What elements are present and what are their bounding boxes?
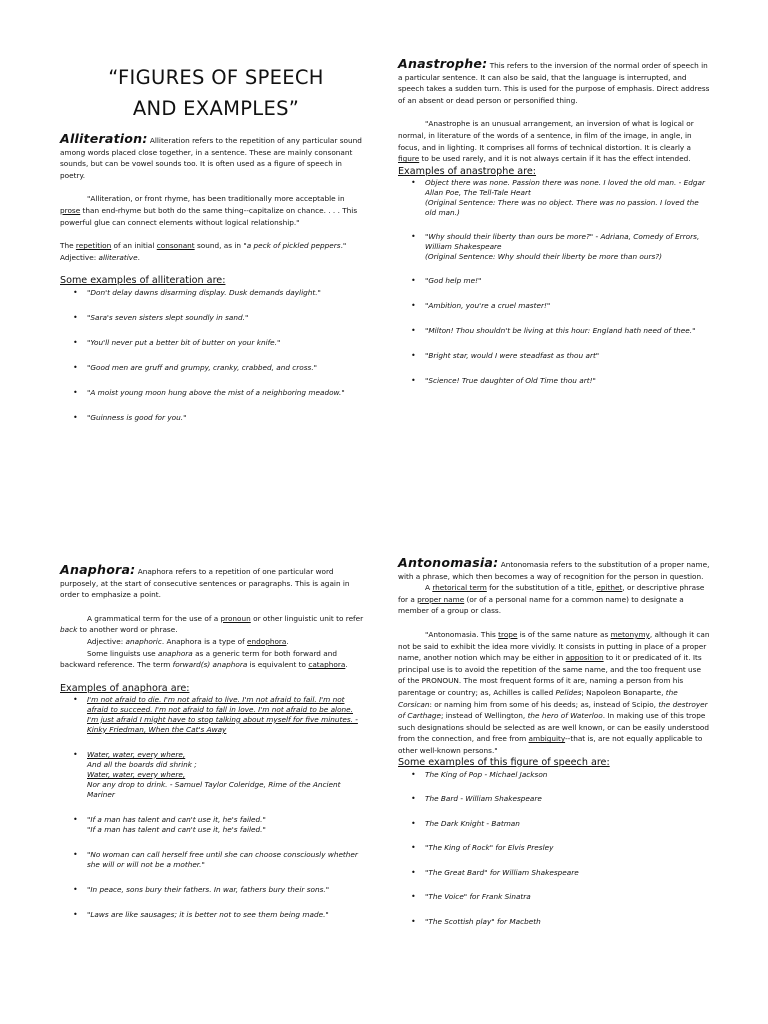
link-figure[interactable]: figure: [398, 154, 420, 164]
anaphora-section: [60, 564, 365, 935]
list-item: • "Ambition, you're a cruel master!": [398, 301, 710, 311]
anaphora-grammar: A grammatical term for the use of a pronoun or other linguistic unit to refer back to another word or phrase.: [60, 613, 364, 635]
list-item: • "The King of Rock" for Elvis Presley: [398, 843, 710, 853]
antonomasia-rhetorical-term: A rhetorical term for the substitution of a title, epithet, or descriptive phrase for a proper name (or of a personal name for a common name) to designate a member of a group or class.: [398, 583, 705, 616]
list-item: • "No woman can call herself free until she can choose consciously whether she will or will not be a mother.": [60, 850, 365, 870]
anastrophe-examples-list: [398, 178, 710, 386]
antonomasia-term: Antonomasia:: [398, 555, 499, 570]
antonomasia-definition: Antonomasia: Antonomasia refers to the substitution of a proper name, with a phrase, which then becomes a way of recognition for the person in question.: [398, 555, 710, 581]
title-block: [66, 62, 366, 124]
list-item: • "The Great Bard" for William Shakespeare: [398, 868, 710, 878]
list-item: • Object there was none. Passion there was none. I loved the old man. - Edgar Allan Poe, The Tell-Tale Heart (Original Sentence: There was no object. There was no passion. I loved the old man.): [398, 178, 710, 218]
list-item: • "A moist young moon hung above the mist of a neighboring meadow.": [60, 388, 363, 398]
page-title-line-2: AND EXAMPLES”: [132, 97, 300, 120]
list-item: • The Bard - William Shakespeare: [398, 794, 710, 804]
list-item: • "You'll never put a better bit of butter on your knife.": [60, 338, 363, 348]
link-proper-name[interactable]: proper name: [417, 594, 465, 604]
list-item: • "Milton! Thou shouldn't be living at this hour: England hath need of thee.": [398, 326, 710, 336]
alliteration-section: [60, 133, 363, 438]
link-prose[interactable]: prose: [60, 205, 81, 215]
link-trope[interactable]: trope: [498, 629, 518, 639]
list-item: • "The Voice" for Frank Sinatra: [398, 892, 710, 902]
list-item: • "Guinness is good for you.": [60, 413, 363, 423]
alliteration-repetition-definition: The repetition of an initial consonant sound, as in "a peck of pickled peppers.": [60, 241, 347, 251]
anaphora-examples-list: [60, 695, 365, 920]
alliteration-definition: Alliteration: Alliteration refers to the repetition of any particular sound among words placed close together, in a sentence. These are mainly consonant sounds, but can be vowel sounds too. It is often used as a figure of speech in poetry.: [60, 131, 362, 180]
list-item: • "If a man has talent and can't use it, he's failed." "If a man has talent and can't use it, he's failed.": [60, 815, 365, 835]
anastrophe-definition: Anastrophe: This refers to the inversion of the normal order of speech in a particular sentence. It can also be said, that the language is interrupted, and speech takes a sudden turn. This is used for the purpose of emphasis. Direct address of an absent or dead person or personified thing.: [398, 56, 710, 105]
list-item: • The Dark Knight - Batman: [398, 819, 710, 829]
list-item: • "Good men are gruff and grumpy, cranky, crabbed, and cross.": [60, 363, 363, 373]
link-consonant[interactable]: consonant: [156, 241, 195, 251]
antonomasia-examples-heading: Some examples of this figure of speech are:: [398, 756, 610, 768]
antonomasia-section: [398, 557, 710, 941]
page-title-line-1: “FIGURES OF SPEECH: [108, 66, 324, 89]
alliteration-examples-list: [60, 288, 363, 423]
anaphora-term: Anaphora:: [60, 562, 136, 577]
anastrophe-quote: "Anastrophe is an unusual arrangement, an inversion of what is logical or normal, in literature of the words of a sentence, in film of the image, in angle, in focus, and in lighting. It comprises all forms of technical distortion. It is clearly a figure to be used rarely, and it is not always certain if it has the effect intended.: [398, 119, 694, 164]
list-item: • "Don't delay dawns disarming display. Dusk demands daylight.": [60, 288, 363, 298]
link-pronoun[interactable]: pronoun: [220, 613, 251, 623]
alliteration-quote: "Alliteration, or front rhyme, has been traditionally more acceptable in prose than end-rhyme but both do the same thing--capitalize on chance. . . . This powerful glue can connect elements without logical relationship.": [60, 194, 358, 227]
anastrophe-term: Anastrophe:: [398, 56, 488, 71]
link-rhetorical-term[interactable]: rhetorical term: [432, 583, 487, 593]
list-item: • "Science! True daughter of Old Time thou art!": [398, 376, 710, 386]
list-item: • "Bright star, would I were steadfast as thou art": [398, 351, 710, 361]
link-epithet[interactable]: epithet: [596, 583, 623, 593]
anastrophe-examples-heading: Examples of anastrophe are:: [398, 165, 537, 177]
link-endophora[interactable]: endophora: [246, 636, 287, 646]
list-item: • "Laws are like sausages; it is better not to see them being made.": [60, 910, 365, 920]
list-item: • The King of Pop - Michael Jackson: [398, 770, 710, 780]
antonomasia-examples-list: [398, 770, 710, 927]
link-metonymy[interactable]: metonymy: [610, 629, 650, 639]
link-repetition[interactable]: repetition: [75, 241, 112, 251]
anaphora-definition: Anaphora: Anaphora refers to a repetition of one particular word purposely, at the start of consecutive sentences or paragraphs. This is again in order to emphasize a point.: [60, 562, 350, 600]
alliteration-adjective: Adjective: alliterative.: [60, 252, 140, 262]
link-ambiguity[interactable]: ambiguity: [528, 734, 566, 744]
list-item: • Water, water, every where, And all the boards did shrink ; Water, water, every where, Nor any drop to drink. - Samuel Taylor Coleridge, Rime of the Ancient Mariner: [60, 750, 365, 800]
anastrophe-section: [398, 58, 710, 401]
antonomasia-quote: "Antonomasia. This trope is of the same nature as metonymy, although it can not be said to exhibit the idea more vividly. It consists in putting in place of a proper name, another notion which may be either in apposition to it or predicated of it. Its principal use is to avoid the repetition of the same name, and the too frequent use of the PRONOUN. The most frequent forms of it are, naming a person from his parentage or country; as, Achilles is called Pelides; Napoleon Bonaparte, the Corsican: or naming him from some of his deeds; as, instead of Scipio, the destroyer of Carthage; instead of Wellington, the hero of Waterloo. In making use of this trope such designations should be selected as are well known, or can be easily understood from the connection, and free from ambiguity--that is, are not equally applicable to other well-known persons.": [398, 629, 710, 755]
alliteration-term: Alliteration:: [60, 131, 148, 146]
list-item: • "God help me!": [398, 276, 710, 286]
list-item: • "Why should their liberty than ours be more?" - Adriana, Comedy of Errors, William Shakespeare (Original Sentence: Why should their liberty be more than ours?): [398, 232, 710, 262]
anaphora-examples-heading: Examples of anaphora are:: [60, 682, 190, 694]
list-item: • "Sara's seven sisters slept soundly in sand.": [60, 313, 363, 323]
list-item: • I'm not afraid to die. I'm not afraid to live. I'm not afraid to fail. I'm not afraid to succeed. I'm not afraid to fall in love. I'm not afraid to be alone. I'm just afraid I might have to stop talking about myself for five minutes. - Kinky Friedman, When the Cat's Away: [60, 695, 365, 735]
list-item: • "The Scottish play" for Macbeth: [398, 917, 710, 927]
link-cataphora[interactable]: cataphora: [308, 660, 346, 670]
anaphora-adjective: Adjective: anaphoric. Anaphora is a type of endophora.: [87, 636, 289, 646]
link-apposition[interactable]: apposition: [565, 653, 604, 663]
alliteration-examples-heading: Some examples of alliteration are:: [60, 275, 226, 287]
list-item: • "In peace, sons bury their fathers. In war, fathers bury their sons.": [60, 885, 365, 895]
anaphora-linguists: Some linguists use anaphora as a generic term for both forward and backward reference. The term forward(s) anaphora is equivalent to cataphora.: [60, 648, 348, 670]
